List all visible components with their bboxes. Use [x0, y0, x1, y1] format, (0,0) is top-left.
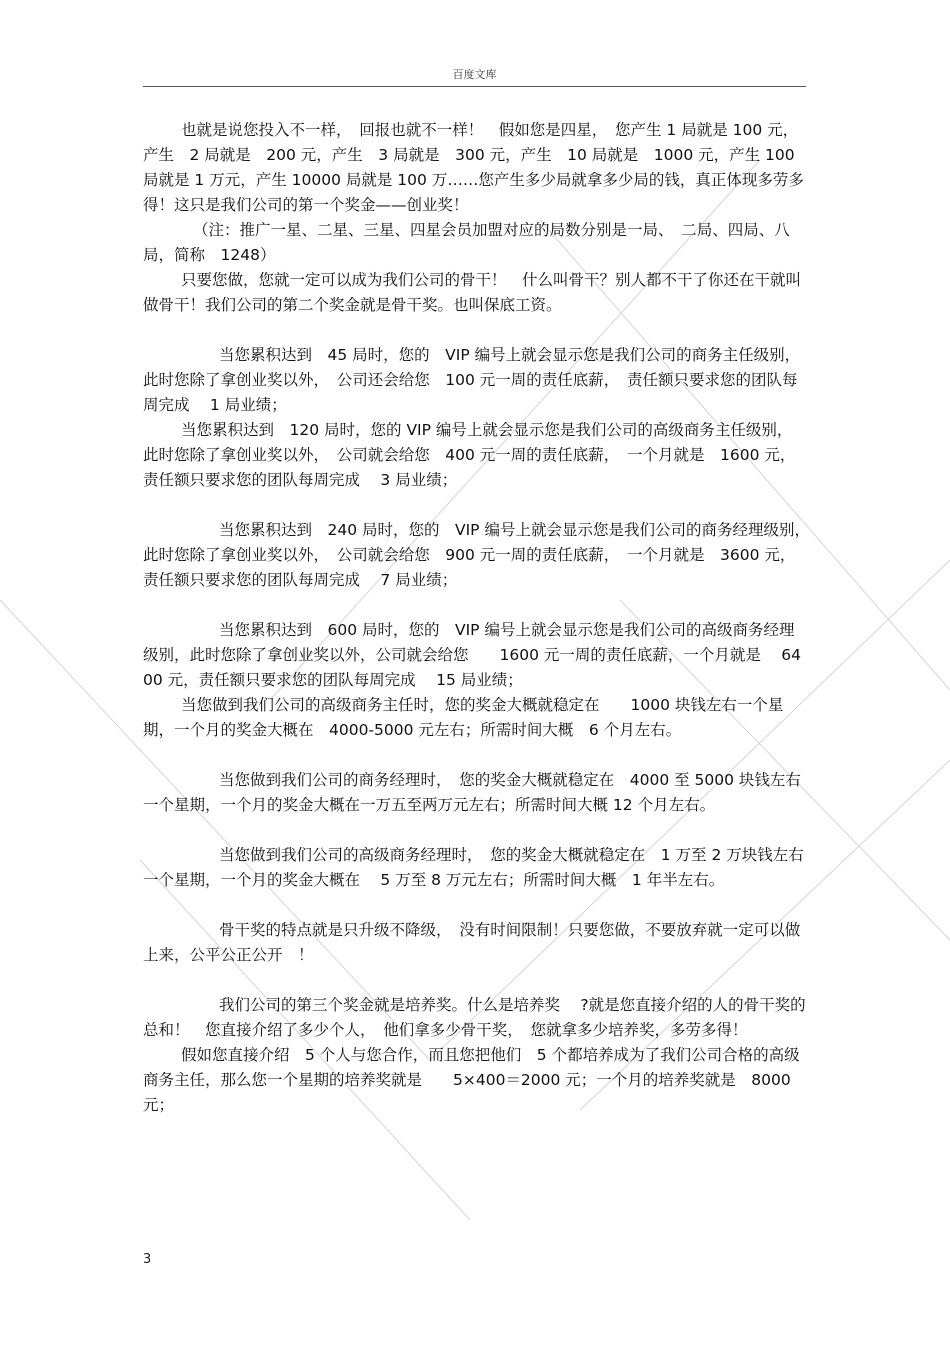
header-divider: [143, 86, 806, 87]
paragraph-level-240: 当您累积达到 240 局时，您的 VIP 编号上就会显示您是我们公司的商务经理级别， 此时您除了拿创业奖以外， 公司就会给您 900 元一周的责任底薪， 一个月就是 3600 元，责任额只要求您的团队每周完成 7 局业绩；: [143, 521, 818, 589]
spacer: [143, 493, 808, 518]
paragraph-note: （注：推广一星、二星、三星、四星会员加盟对应的局数分别是一局、 二局、四局、八局，简称 1248）: [143, 221, 790, 264]
paragraph-peiyang-intro: 我们公司的第三个奖金就是培养奖。什么是培养奖 ?就是您直接介绍的人的骨干奖的总和！ 您直接介绍了多少个人， 他们拿多少骨干奖， 您就拿多少培养奖，多劳多得！: [143, 996, 806, 1039]
page-number: 3: [143, 1252, 152, 1267]
paragraph-level-120: 当您累积达到 120 局时，您的 VIP 编号上就会显示您是我们公司的高级商务主任级别， 此时您除了拿创业奖以外， 公司就会给您 400 元一周的责任底薪， 一个月就是 1600 元，责任额只要求您的团队每周完成 3 局业绩；: [143, 421, 801, 489]
spacer: [143, 893, 808, 918]
paragraph-gugan-features: 骨干奖的特点就是只升级不降级， 没有时间限制！只要您做，不要放弃就一定可以做上来，公平公正公开 ！: [143, 921, 801, 964]
document-body: [143, 118, 818, 1118]
spacer: [143, 318, 808, 343]
paragraph-senior-manager: 当您做到我们公司的高级商务经理时， 您的奖金大概就稳定在 1 万至 2 万块钱左右一个星期，一个月的奖金大概在 5 万至 8 万元左右；所需时间大概 1 年半左右。: [143, 846, 804, 889]
spacer: [143, 818, 808, 843]
paragraph-level-600: 当您累积达到 600 局时，您的 VIP 编号上就会显示您是我们公司的高级商务经理级别，此时您除了拿创业奖以外，公司就会给您 1600 元一周的责任底薪，一个月就是 6400 元，责任额只要求您的团队每周完成 15 局业绩；: [143, 621, 802, 689]
paragraph-peiyang-example: 假如您直接介绍 5 个人与您合作，而且您把他们 5 个都培养成为了我们公司合格的高级商务主任，那么您一个星期的培养奖就是 5×400＝2000 元；一个月的培养奖就是 8000 元；: [143, 1046, 800, 1114]
spacer: [143, 968, 808, 993]
spacer: [143, 593, 808, 618]
paragraph-chuangye: 也就是说您投入不一样， 回报也就不一样！ 假如您是四星， 您产生 1 局就是 100 元，产生 2 局就是 200 元，产生 3 局就是 300 元，产生 10 局就是 1000 元，产生 100 局就是 1 万元，产生 10000 局就是 100 万……您产生多少局就拿多少局的钱，真正体现多劳多得！这只是我们公司的第一个奖金——创业奖！: [143, 121, 804, 214]
document-header: 百度文库: [452, 68, 497, 81]
paragraph-senior-director: 当您做到我们公司的高级商务主任时，您的奖金大概就稳定在 1000 块钱左右一个星期，一个月的奖金大概在 4000-5000 元左右；所需时间大概 6 个月左右。: [143, 696, 784, 739]
paragraph-manager: 当您做到我们公司的商务经理时， 您的奖金大概就稳定在 4000 至 5000 块钱左右一个星期，一个月的奖金大概在一万五至两万元左右；所需时间大概 12 个月左右。: [143, 771, 801, 814]
paragraph-level-45: 当您累积达到 45 局时，您的 VIP 编号上就会显示您是我们公司的商务主任级别， 此时您除了拿创业奖以外， 公司还会给您 100 元一周的责任底薪， 责任额只要求您的团队每周完成 1 局业绩；: [143, 346, 808, 414]
spacer: [143, 743, 808, 768]
paragraph-gugan-intro: 只要您做，您就一定可以成为我们公司的骨干！ 什么叫骨干？别人都不干了你还在干就叫做骨干！我们公司的第二个奖金就是骨干奖。也叫保底工资。: [143, 271, 802, 314]
